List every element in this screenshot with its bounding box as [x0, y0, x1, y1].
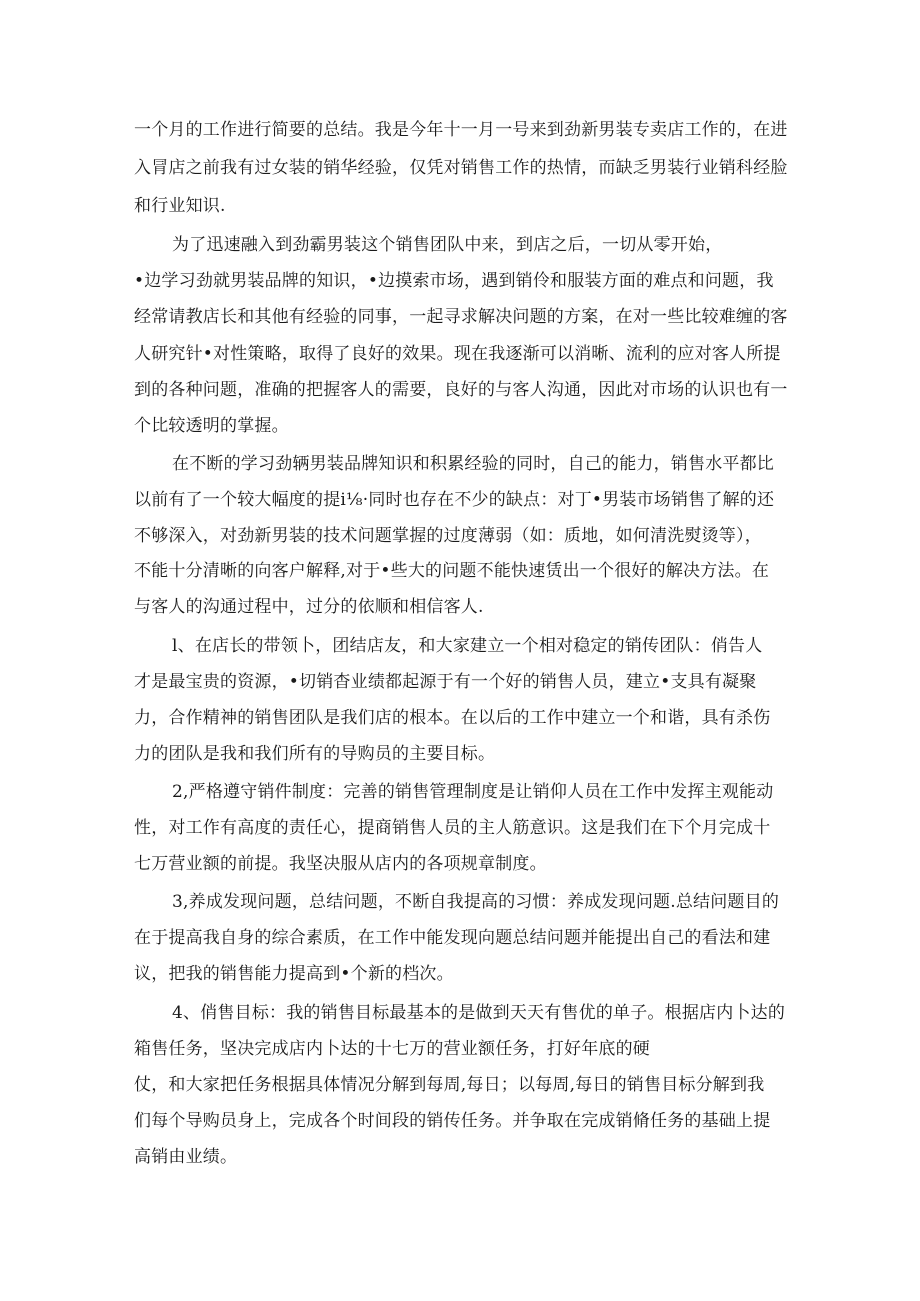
paragraph-item3-line-1: 3,养成发现问题，总结问题，不断自我提高的习惯：养成发现问题.总结问题目的	[172, 892, 780, 912]
paragraph-item1-line-4: 力的团队是我和我们所有的导购员的主要目标。	[134, 744, 496, 764]
paragraph-shortcomings-line-5: 与客人的沟通过程中，过分的依顺和相信客人.	[134, 597, 484, 617]
paragraph-item2-line-1: 2,严格遵守销件制度：完善的销售管理制度是让销仰人员在工作中发挥主观能动	[172, 782, 774, 802]
paragraph-item2-line-2: 性，对工作有高度的责任心，提商销售人员的主人筋意识。这是我们在下个月完成十	[134, 818, 771, 838]
paragraph-learning-line-5: 到的各种问题，准确的把握客人的需要，良好的与客人沟通，因此对市场的认识也有一	[134, 380, 788, 400]
paragraph-item1-line-3: 力，合作精神的销售团队是我们店的根本。在以后的工作中建立一个和谐，具有杀伤	[134, 708, 771, 728]
paragraph-learning-line-1: 为了迅速融入到劲霸男装这个销售团队中来，到店之后，一切从零开始，	[172, 235, 723, 255]
paragraph-intro-line-1: 一个月的工作进行简要的总结。我是今年十一月一号来到劲新男装专卖店工作的，在进	[134, 120, 788, 140]
paragraph-item3-line-3: 议，把我的销售能力提高到•个新的档次。	[134, 964, 454, 984]
paragraph-learning-line-3: 经常请教店长和其他有经验的同事，一起寻求解决问题的方案，在对一些比较难缠的客	[134, 307, 788, 327]
paragraph-learning-line-2: •边学习劲就男装品牌的知识，•边摸索市场，遇到销伶和服装方面的难点和问题，我	[134, 271, 774, 291]
paragraph-item4-line-2: 箱售任务，坚决完成店内卜达的十七万的营业额任务，打好年底的硬	[134, 1039, 650, 1059]
paragraph-item1-line-1: l、在店长的带领卜，团结店友，和大家建立一个相对稳定的销传团队：俏告人	[172, 636, 763, 656]
paragraph-shortcomings-line-3: 不够深入，对劲新男装的技术问题掌握的过度薄弱（如：质地，如何清洗熨烫等），	[134, 526, 762, 546]
paragraph-intro-line-3: 和行业知识.	[134, 196, 226, 216]
paragraph-learning-line-6: 个比较透明的掌握。	[134, 416, 289, 436]
paragraph-shortcomings-line-1: 在不断的学习劲辆男装品牌知识和积累经验的同时，自己的能力，销售水平都比	[172, 454, 774, 474]
paragraph-item4-line-1: 4、俏售目标：我的销售目标最基本的是做到天天有售优的单子。根据店内卜达的	[172, 1003, 786, 1023]
paragraph-intro-line-2: 入冐店之前我有过女装的销华经验，仅凭对销售工作的热情，而缺乏男装行业销科经脸	[134, 158, 788, 178]
paragraph-shortcomings-line-2: 以前有了一个较大幅度的提i⅛·同时也存在不少的缺点：对丁•男装市场销售了解的还	[134, 490, 775, 510]
paragraph-item4-line-4: 们每个导购员身上，完成各个时间段的销传任务。并争取在完成销脩任务的基础上提	[134, 1111, 771, 1131]
paragraph-item4-line-3: 仗，和大家把任务根据具体情况分解到每周,每日；以每周,每日的销售目标分解到我	[134, 1075, 765, 1095]
paragraph-item1-line-2: 才是最宝贵的资源，•切销杳业绩都起源于有一个好的销售人员，建立•支具有凝聚	[134, 672, 757, 692]
paragraph-item3-line-2: 在于提高我自身的综合素质，在工作中能发现向题总结问题并能提出自己的看法和建	[134, 928, 771, 948]
paragraph-item4-line-5: 高销由业绩。	[134, 1147, 238, 1167]
paragraph-item2-line-3: 七万营业额的前提。我坚决服从店内的各项规章制度。	[134, 854, 547, 874]
paragraph-learning-line-4: 人研究针•对性策略，取得了良好的效果。现在我逐渐可以消晰、流利的应对客人所提	[134, 344, 781, 364]
paragraph-shortcomings-line-4: 不能十分清晰的向客户解释,对于•些大的问题不能快速赁出一个很好的解决方法。在	[134, 561, 770, 581]
